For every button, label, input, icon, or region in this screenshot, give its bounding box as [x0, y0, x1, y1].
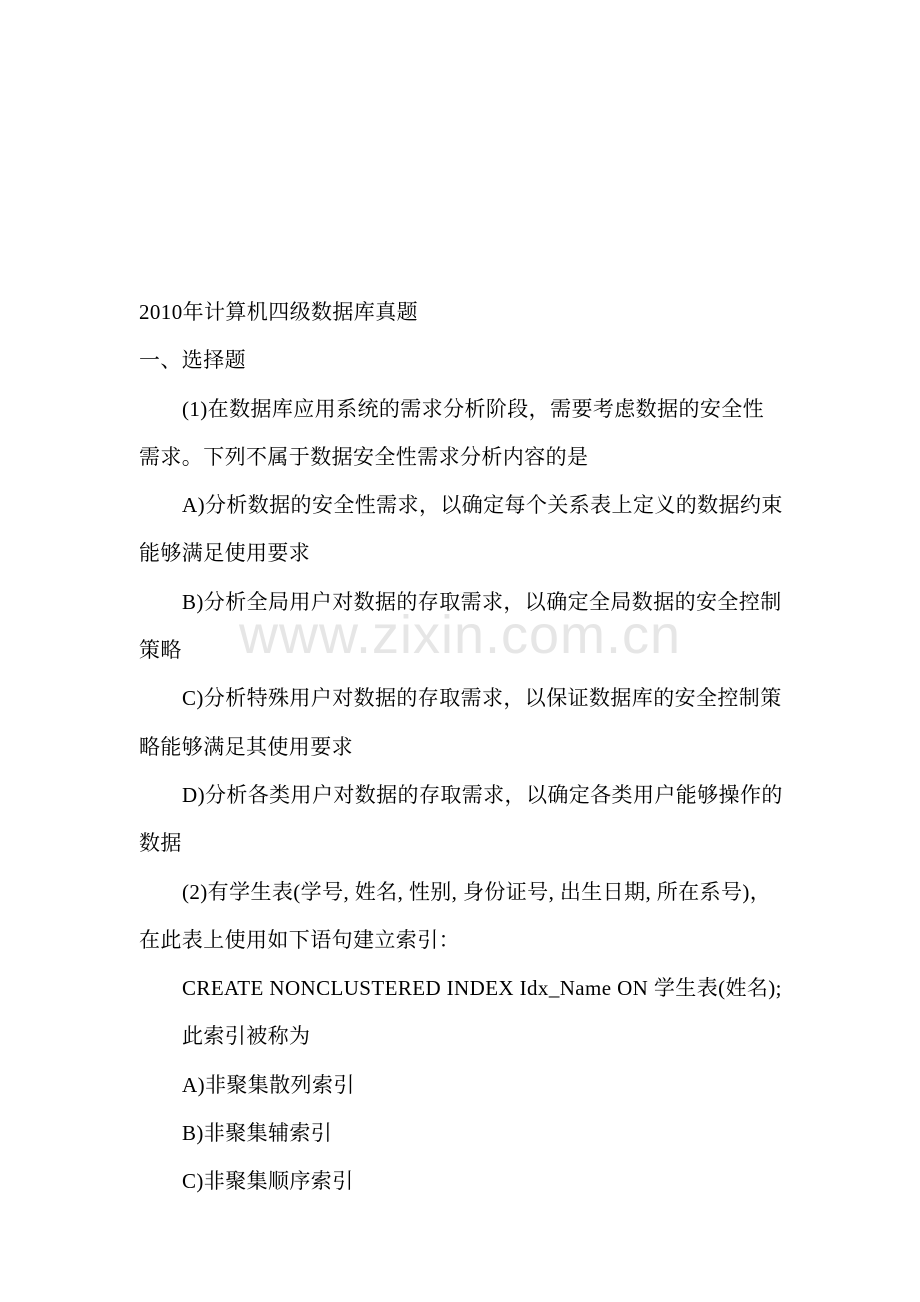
q1-option-b-line-1: B)分析全局用户对数据的存取需求，以确定全局数据的安全控制	[182, 589, 782, 614]
section-heading: 一、选择题	[139, 348, 246, 373]
q1-option-a-line-2: 能够满足使用要求	[139, 541, 311, 566]
q2-option-c: C)非聚集顺序索引	[182, 1169, 354, 1194]
document-title: 2010年计算机四级数据库真题	[139, 300, 418, 324]
q2-option-b: B)非聚集辅索引	[182, 1121, 333, 1146]
q2-sql-statement: CREATE NONCLUSTERED INDEX Idx_Name ON 学生表(姓名);	[182, 976, 782, 1001]
q1-option-a-line-1: A)分析数据的安全性需求，以确定每个关系表上定义的数据约束	[182, 493, 783, 518]
q2-prompt: 此索引被称为	[182, 1024, 311, 1049]
document-body	[139, 288, 789, 1206]
q2-stem-line-2: 在此表上使用如下语句建立索引：	[139, 927, 460, 952]
q1-option-d-line-2: 数据	[139, 831, 182, 856]
q1-option-c-line-2: 略能够满足其使用要求	[139, 734, 353, 759]
q1-option-d-line-1: D)分析各类用户对数据的存取需求，以确定各类用户能够操作的	[182, 782, 783, 807]
watermark-text: www.zixin.com.cn	[238, 605, 682, 665]
q1-option-c-line-1: C)分析特殊用户对数据的存取需求，以保证数据库的安全控制策	[182, 686, 782, 711]
q1-stem-line-2: 需求。下列不属于数据安全性需求分析内容的是	[139, 444, 589, 469]
q1-stem-line-1: (1)在数据库应用系统的需求分析阶段，需要考虑数据的安全性	[182, 396, 765, 421]
q1-option-b-line-2: 策略	[139, 638, 182, 663]
q2-stem-line-1: (2)有学生表(学号, 姓名, 性别, 身份证号, 出生日期, 所在系号)，	[182, 879, 772, 904]
q2-option-a: A)非聚集散列索引	[182, 1072, 355, 1097]
